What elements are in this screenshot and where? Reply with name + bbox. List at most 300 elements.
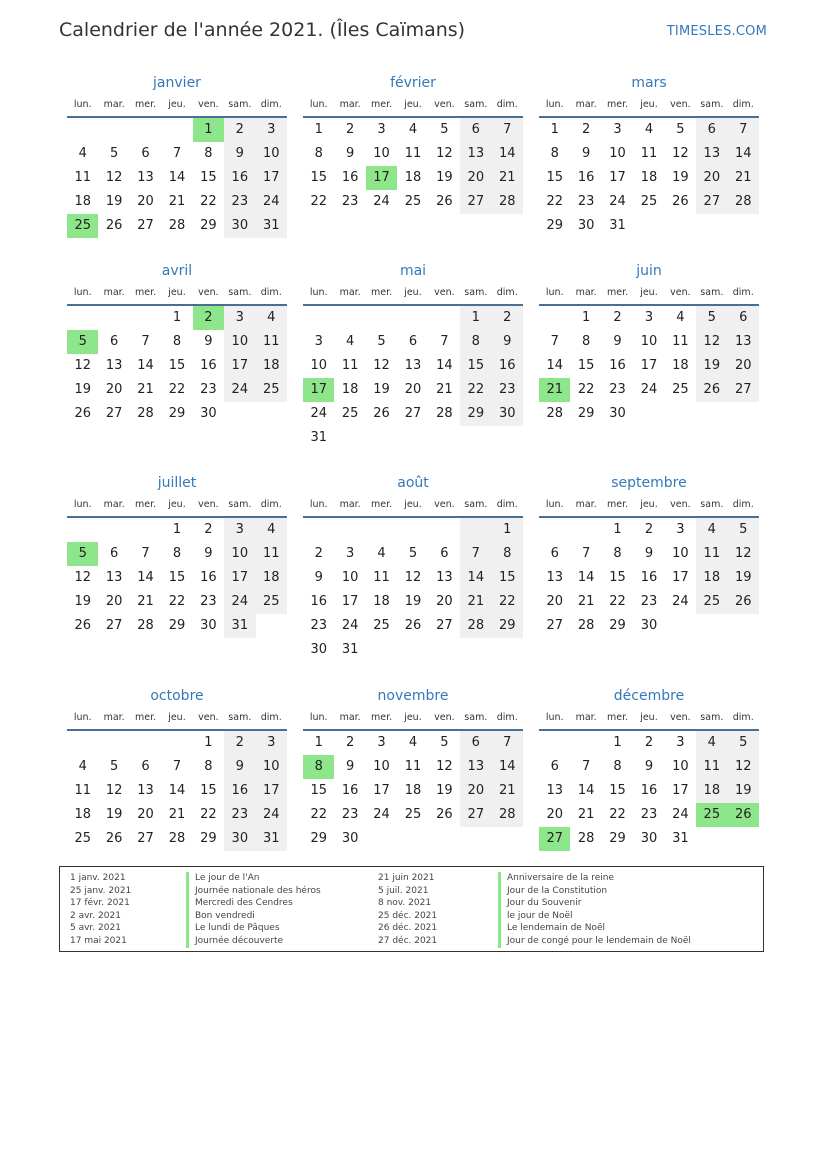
day-cell: 15: [200, 783, 217, 798]
month-block: [303, 260, 523, 450]
day-cell: 23: [224, 803, 255, 827]
day-cell: 2: [613, 310, 622, 325]
day-cell: 8: [613, 546, 622, 561]
empty-cell: [98, 118, 129, 142]
legend-date: 27 déc. 2021: [378, 935, 438, 946]
day-cell: 24: [341, 618, 359, 633]
day-cell: 17: [373, 783, 390, 798]
day-cell: 26: [74, 406, 91, 421]
day-cell: 20: [546, 594, 563, 609]
holiday-day-cell: 17: [303, 378, 334, 402]
day-cell: 22: [577, 382, 595, 397]
day-cell: 1: [492, 518, 523, 542]
day-cell: 4: [408, 735, 418, 750]
day-cell: 12: [696, 330, 727, 354]
day-cell: 20: [728, 354, 759, 378]
day-cell: 13: [546, 570, 563, 585]
empty-cell: [67, 306, 98, 330]
legend-holiday-name: Anniversaire de la reine: [507, 873, 615, 883]
day-cell: 3: [256, 731, 287, 755]
month-name: octobre: [150, 688, 204, 704]
month-name: janvier: [153, 75, 201, 91]
month-name: avril: [161, 263, 193, 279]
weekday-label: jeu.: [168, 99, 186, 110]
day-cell: 19: [728, 779, 759, 803]
weekday-label: ven.: [434, 287, 455, 298]
day-cell: 6: [109, 546, 119, 561]
day-cell: 4: [377, 546, 386, 561]
day-cell: 26: [696, 378, 727, 402]
day-cell: 28: [436, 406, 453, 421]
day-cell: 19: [74, 594, 91, 609]
day-cell: 27: [728, 378, 759, 402]
day-cell: 17: [224, 354, 255, 378]
holiday-day-cell: 25: [696, 803, 727, 827]
day-cell: 6: [408, 334, 418, 349]
day-cell: 12: [373, 358, 390, 373]
day-cell: 5: [728, 731, 759, 755]
month-block: [539, 472, 759, 638]
legend-date: 17 mai 2021: [70, 935, 127, 946]
day-cell: 12: [672, 146, 689, 161]
day-cell: 8: [613, 759, 622, 774]
day-cell: 20: [460, 779, 491, 803]
day-cell: 7: [492, 731, 523, 755]
legend-names-left: [186, 872, 321, 948]
day-cell: 4: [644, 122, 654, 137]
day-cell: 18: [696, 779, 727, 803]
day-cell: 17: [640, 358, 658, 373]
weekday-label: dim.: [732, 499, 754, 510]
day-cell: 14: [168, 170, 186, 185]
day-cell: 29: [546, 218, 563, 233]
day-cell: 25: [74, 831, 91, 846]
day-cell: 30: [640, 831, 658, 846]
weekday-label: sam.: [464, 499, 488, 510]
day-cell: 21: [577, 807, 595, 822]
weekday-label: dim.: [260, 287, 282, 298]
empty-cell: [539, 306, 570, 330]
day-cell: 12: [404, 570, 422, 585]
day-cell: 9: [204, 546, 213, 561]
month-name: août: [397, 475, 429, 491]
weekday-label: ven.: [670, 499, 691, 510]
day-cell: 4: [256, 518, 287, 542]
day-cell: 3: [377, 122, 386, 137]
day-cell: 10: [256, 755, 287, 779]
day-cell: 26: [105, 831, 123, 846]
day-cell: 16: [640, 783, 658, 798]
days-grid: [67, 731, 287, 851]
day-cell: 1: [314, 122, 323, 137]
day-cell: 13: [460, 755, 491, 779]
day-cell: 18: [256, 354, 287, 378]
day-cell: 16: [200, 570, 217, 585]
day-cell: 25: [373, 618, 390, 633]
day-cell: 15: [460, 354, 491, 378]
weekday-label: jeu.: [640, 287, 658, 298]
day-cell: 9: [314, 570, 323, 585]
holiday-day-cell: 27: [539, 827, 570, 851]
weekday-label: dim.: [496, 99, 518, 110]
day-cell: 16: [640, 570, 658, 585]
day-cell: 15: [546, 170, 563, 185]
day-cell: 19: [105, 807, 123, 822]
day-cell: 10: [341, 570, 359, 585]
day-cell: 14: [577, 783, 595, 798]
weekday-label: mer.: [134, 712, 157, 723]
weekday-label: ven.: [434, 499, 455, 510]
day-cell: 23: [609, 382, 626, 397]
day-cell: 12: [436, 146, 453, 161]
weekday-header: [539, 282, 759, 306]
day-cell: 30: [310, 642, 327, 657]
empty-cell: [366, 518, 397, 542]
day-cell: 25: [640, 194, 658, 209]
day-cell: 29: [609, 831, 626, 846]
day-cell: 11: [256, 542, 287, 566]
weekday-label: dim.: [260, 99, 282, 110]
day-cell: 6: [440, 546, 449, 561]
legend-holiday-name: le jour de Noël: [507, 910, 573, 921]
day-cell: 18: [672, 358, 689, 373]
day-cell: 23: [640, 807, 658, 822]
weekday-header: [67, 282, 287, 306]
day-cell: 14: [728, 142, 759, 166]
day-cell: 9: [345, 146, 355, 161]
weekday-label: ven.: [670, 99, 691, 110]
day-cell: 12: [74, 358, 91, 373]
days-grid: [67, 518, 287, 638]
day-cell: 4: [696, 731, 727, 755]
weekday-label: mar.: [575, 499, 597, 510]
day-cell: 3: [613, 122, 622, 137]
day-cell: 8: [204, 759, 213, 774]
day-cell: 3: [256, 118, 287, 142]
day-cell: 1: [314, 735, 323, 750]
day-cell: 5: [728, 518, 759, 542]
day-cell: 22: [200, 194, 217, 209]
day-cell: 18: [74, 807, 91, 822]
weekday-label: sam.: [228, 712, 252, 723]
legend-holiday-name: Le lundi de Pâques: [195, 923, 280, 934]
day-cell: 29: [310, 831, 327, 846]
day-cell: 24: [373, 807, 390, 822]
day-cell: 16: [310, 594, 327, 609]
day-cell: 5: [440, 122, 449, 137]
day-cell: 20: [460, 166, 491, 190]
empty-cell: [397, 306, 428, 330]
day-cell: 25: [404, 194, 422, 209]
day-cell: 7: [460, 542, 491, 566]
weekday-label: mar.: [575, 287, 597, 298]
day-cell: 22: [200, 807, 217, 822]
empty-cell: [539, 518, 570, 542]
weekday-label: mar.: [339, 499, 361, 510]
day-cell: 19: [436, 783, 453, 798]
day-cell: 10: [672, 759, 689, 774]
day-cell: 5: [109, 146, 119, 161]
day-cell: 11: [640, 146, 658, 161]
day-cell: 23: [577, 194, 595, 209]
day-cell: 12: [105, 783, 123, 798]
day-cell: 29: [492, 614, 523, 638]
legend-date: 1 janv. 2021: [70, 873, 126, 883]
day-cell: 28: [577, 831, 595, 846]
day-cell: 27: [460, 803, 491, 827]
weekday-label: mar.: [575, 99, 597, 110]
empty-cell: [130, 518, 161, 542]
day-cell: 28: [168, 831, 186, 846]
day-cell: 24: [640, 382, 658, 397]
day-cell: 14: [137, 570, 154, 585]
day-cell: 28: [492, 803, 523, 827]
days-grid: [303, 306, 523, 450]
day-cell: 7: [581, 759, 591, 774]
day-cell: 8: [460, 330, 491, 354]
day-cell: 26: [373, 406, 390, 421]
day-cell: 24: [256, 190, 287, 214]
day-cell: 15: [492, 566, 523, 590]
day-cell: 17: [224, 566, 255, 590]
day-cell: 20: [436, 594, 453, 609]
legend-holiday-name: Le jour de l'An: [195, 873, 260, 883]
day-cell: 7: [141, 334, 150, 349]
month-block: [539, 72, 759, 238]
weekday-label: dim.: [260, 712, 282, 723]
weekday-label: mer.: [370, 287, 393, 298]
day-cell: 30: [200, 618, 217, 633]
day-cell: 8: [550, 146, 559, 161]
day-cell: 2: [314, 546, 323, 561]
weekday-label: lun.: [309, 712, 328, 723]
day-cell: 11: [74, 783, 91, 798]
day-cell: 23: [492, 378, 523, 402]
day-cell: 25: [672, 382, 689, 397]
day-cell: 13: [105, 358, 123, 373]
legend-date: 25 déc. 2021: [378, 910, 438, 921]
holiday-legend: [59, 866, 764, 952]
holiday-day-cell: 1: [193, 118, 224, 142]
day-cell: 13: [546, 783, 563, 798]
legend-holiday-name: Journée découverte: [195, 935, 284, 946]
days-grid: [67, 118, 287, 238]
day-cell: 22: [492, 590, 523, 614]
day-cell: 19: [672, 170, 689, 185]
legend-holiday-name: Jour de la Constitution: [507, 885, 608, 896]
day-cell: 9: [613, 334, 622, 349]
day-cell: 30: [224, 214, 255, 238]
day-cell: 15: [168, 358, 186, 373]
empty-cell: [429, 518, 460, 542]
day-cell: 31: [256, 827, 287, 851]
weekday-label: mer.: [606, 499, 629, 510]
days-grid: [303, 518, 523, 662]
day-cell: 16: [577, 170, 595, 185]
weekday-label: mar.: [103, 287, 125, 298]
weekday-label: jeu.: [168, 287, 186, 298]
day-cell: 27: [436, 618, 453, 633]
day-cell: 31: [256, 214, 287, 238]
weekday-header: [67, 94, 287, 118]
day-cell: 30: [224, 827, 255, 851]
day-cell: 7: [141, 546, 150, 561]
day-cell: 11: [373, 570, 390, 585]
empty-cell: [303, 518, 334, 542]
day-cell: 20: [105, 594, 123, 609]
day-cell: 22: [168, 594, 186, 609]
day-cell: 30: [200, 406, 217, 421]
day-cell: 2: [581, 122, 591, 137]
day-cell: 13: [696, 142, 727, 166]
day-cell: 25: [256, 590, 287, 614]
day-cell: 23: [200, 382, 217, 397]
weekday-label: lun.: [309, 287, 328, 298]
day-cell: 2: [204, 522, 213, 537]
month-name: mars: [631, 75, 667, 91]
legend-dates-right: [378, 872, 437, 948]
day-cell: 3: [377, 735, 386, 750]
day-cell: 26: [436, 194, 453, 209]
weekday-label: jeu.: [404, 99, 422, 110]
day-cell: 3: [224, 518, 255, 542]
month-block: [539, 260, 759, 426]
weekday-label: lun.: [545, 287, 564, 298]
day-cell: 8: [204, 146, 213, 161]
day-cell: 9: [644, 546, 654, 561]
day-cell: 10: [373, 759, 390, 774]
day-cell: 14: [492, 755, 523, 779]
day-cell: 16: [341, 783, 359, 798]
day-cell: 14: [168, 783, 186, 798]
day-cell: 7: [581, 546, 591, 561]
day-cell: 19: [436, 170, 453, 185]
day-cell: 24: [609, 194, 626, 209]
weekday-header: [539, 94, 759, 118]
day-cell: 6: [696, 118, 727, 142]
day-cell: 11: [696, 755, 727, 779]
weekday-label: mer.: [134, 99, 157, 110]
weekday-label: dim.: [496, 499, 518, 510]
empty-cell: [161, 731, 192, 755]
weekday-label: mer.: [606, 99, 629, 110]
day-cell: 22: [460, 378, 491, 402]
empty-cell: [570, 731, 601, 755]
day-cell: 20: [137, 194, 154, 209]
day-cell: 6: [550, 546, 559, 561]
weekday-header: [303, 494, 523, 518]
holiday-day-cell: 17: [366, 166, 397, 190]
empty-cell: [334, 306, 365, 330]
days-grid: [303, 118, 523, 214]
holiday-day-cell: 25: [67, 214, 98, 238]
day-cell: 4: [78, 759, 87, 774]
weekday-label: mer.: [370, 712, 393, 723]
day-cell: 1: [550, 122, 559, 137]
month-name: juillet: [157, 475, 197, 491]
legend-date: 21 juin 2021: [378, 873, 435, 883]
weekday-label: ven.: [198, 287, 219, 298]
weekday-label: lun.: [309, 99, 328, 110]
day-cell: 6: [550, 759, 559, 774]
day-cell: 17: [341, 594, 359, 609]
day-cell: 14: [492, 142, 523, 166]
day-cell: 29: [609, 618, 626, 633]
day-cell: 30: [640, 618, 658, 633]
weekday-label: jeu.: [404, 287, 422, 298]
empty-cell: [429, 306, 460, 330]
day-cell: 5: [377, 334, 386, 349]
day-cell: 22: [609, 594, 626, 609]
day-cell: 21: [492, 166, 523, 190]
day-cell: 24: [310, 406, 327, 421]
legend-date: 26 déc. 2021: [378, 923, 438, 934]
day-cell: 28: [460, 614, 491, 638]
day-cell: 24: [224, 590, 255, 614]
legend-holiday-name: Jour de congé pour le lendemain de Noël: [507, 935, 691, 946]
day-cell: 18: [74, 194, 91, 209]
day-cell: 30: [609, 406, 626, 421]
weekday-label: lun.: [73, 499, 92, 510]
month-block: [67, 685, 287, 851]
day-cell: 24: [256, 803, 287, 827]
weekday-label: jeu.: [168, 712, 186, 723]
day-cell: 25: [256, 378, 287, 402]
empty-cell: [366, 306, 397, 330]
day-cell: 18: [341, 382, 359, 397]
day-cell: 24: [672, 807, 689, 822]
day-cell: 20: [105, 382, 123, 397]
day-cell: 4: [345, 334, 355, 349]
weekday-label: dim.: [496, 712, 518, 723]
day-cell: 15: [609, 570, 626, 585]
day-cell: 21: [577, 594, 595, 609]
day-cell: 9: [204, 334, 213, 349]
day-cell: 17: [672, 783, 689, 798]
day-cell: 2: [492, 306, 523, 330]
day-cell: 13: [404, 358, 422, 373]
days-grid: [303, 731, 523, 851]
day-cell: 10: [256, 142, 287, 166]
day-cell: 12: [436, 759, 453, 774]
day-cell: 2: [345, 735, 355, 750]
legend-holiday-name: Mercredi des Cendres: [195, 898, 293, 909]
empty-cell: [397, 518, 428, 542]
month-name: décembre: [613, 688, 685, 704]
day-cell: 4: [696, 518, 727, 542]
day-cell: 4: [408, 122, 418, 137]
weekday-label: mar.: [575, 712, 597, 723]
brand-link[interactable]: TIMESLES.COM: [666, 24, 767, 39]
day-cell: 14: [137, 358, 154, 373]
empty-cell: [98, 518, 129, 542]
day-cell: 5: [696, 306, 727, 330]
weekday-label: mar.: [339, 99, 361, 110]
day-cell: 15: [577, 358, 595, 373]
month-block: [67, 260, 287, 426]
day-cell: 19: [696, 354, 727, 378]
day-cell: 7: [492, 118, 523, 142]
day-cell: 25: [696, 590, 727, 614]
holiday-day-cell: 8: [303, 755, 334, 779]
day-cell: 16: [200, 358, 217, 373]
day-cell: 18: [640, 170, 658, 185]
month-name: novembre: [377, 688, 449, 704]
day-cell: 2: [644, 735, 654, 750]
day-cell: 20: [137, 807, 154, 822]
weekday-label: mar.: [339, 712, 361, 723]
day-cell: 10: [310, 358, 327, 373]
